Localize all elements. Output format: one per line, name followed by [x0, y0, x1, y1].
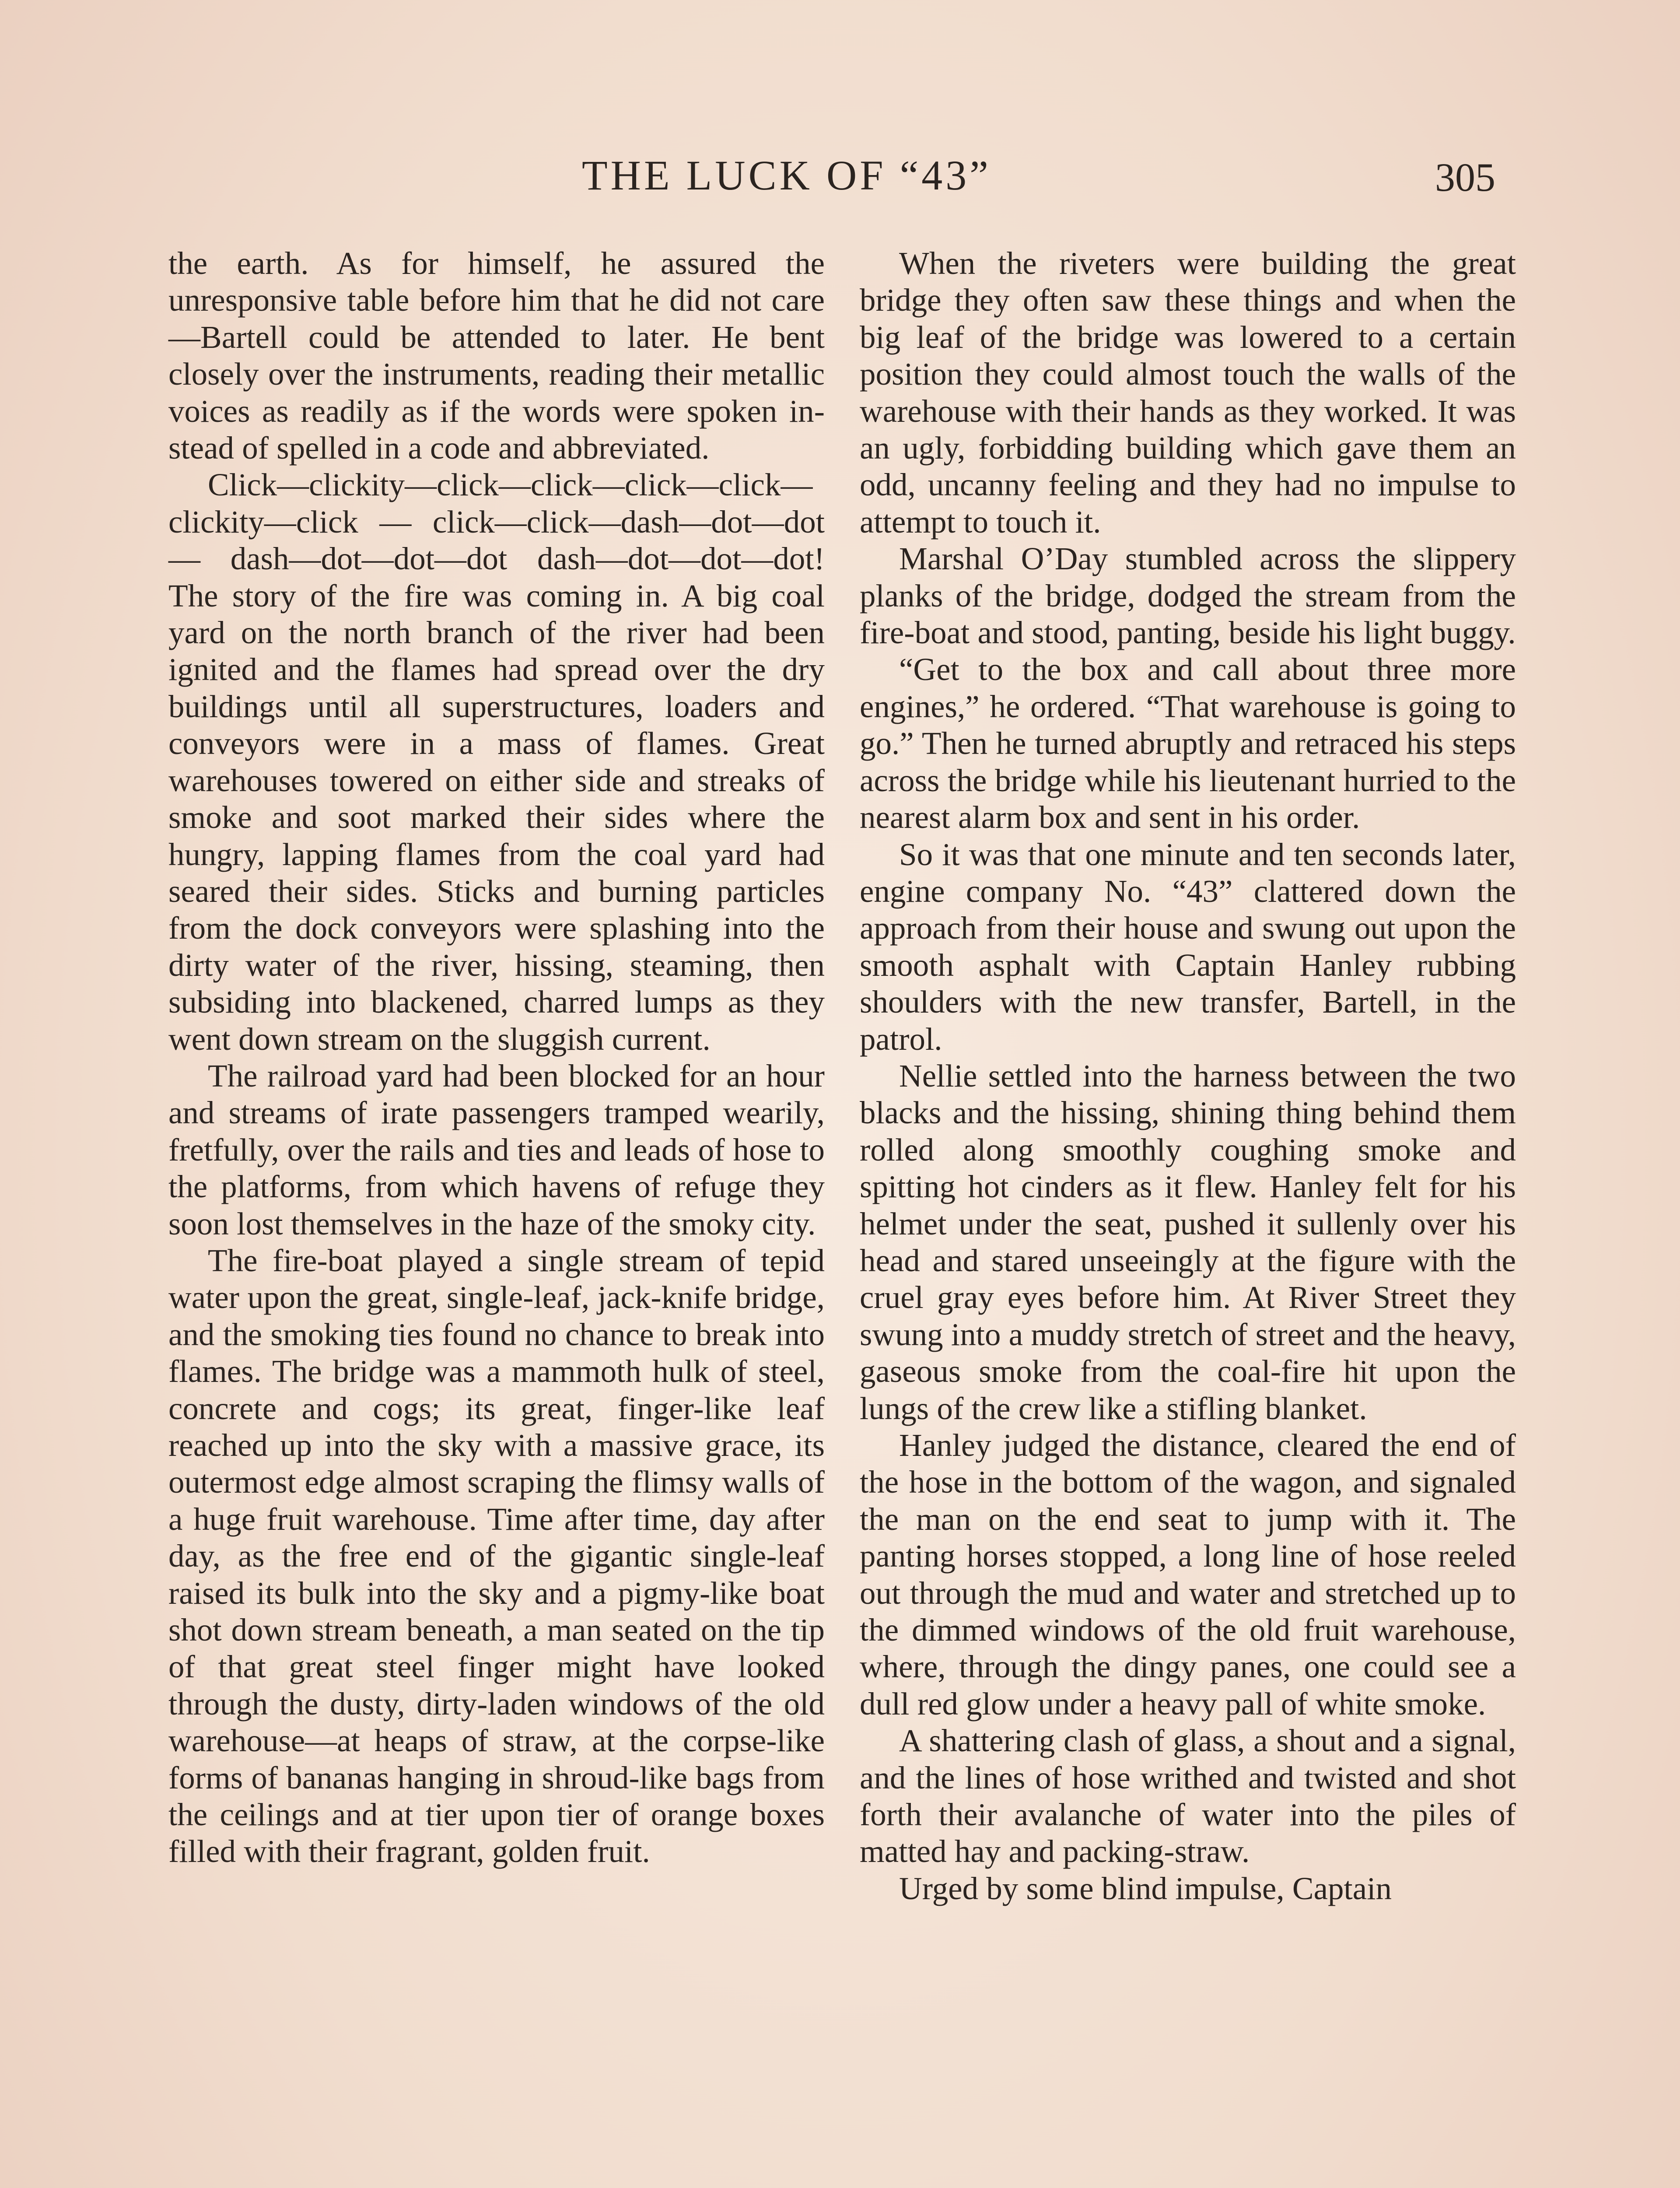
- left-column: [168, 245, 825, 1870]
- paragraph: So it was that one minute and ten seconds later, engine company No. “43” clattered down the approach from their house and swung out upon the smooth asphalt with Captain Hanley rubbing shoulders with the new transfer, Bartell, in the patrol.: [860, 836, 1516, 1057]
- paragraph: When the riveters were building the great bridge they often saw these things and when the big leaf of the bridge was lowered to a certain position they could almost touch the walls of the warehouse with their hands as they worked. It was an ugly, forbidding building which gave them an odd, uncanny feeling and they had no impulse to attempt to touch it.: [860, 245, 1516, 540]
- paragraph: Nellie settled into the harness between the two blacks and the hissing, shining thing behind them rolled along smoothly coughing smoke and spitting hot cinders as it flew. Hanley felt for his helmet under the seat, pushed it sullenly over his head and stared unseeingly at the figure with the cruel gray eyes before him. At River Street they swung into a muddy stretch of street and the heavy, gaseous smoke from the coal-fire hit upon the lungs of the crew like a stifling blanket.: [860, 1058, 1516, 1426]
- running-title: THE LUCK OF “43”: [582, 152, 991, 199]
- paragraph: “Get to the box and call about three more engines,” he ordered. “That warehouse is going to go.” Then he turned abruptly and retraced his steps across the bridge while his lieutenant hurried to the nearest alarm box and sent in his order.: [860, 652, 1516, 835]
- paragraph: Click—clickity—click—click—click—click—clickity—click — click—click—dash—dot—dot— dash—dot—dot—dot dash—dot—dot—dot! The story of the fire was coming in. A big coal yard on the north branch of the river had been ignited and the flames had spread over the dry buildings until all superstructures, loaders and conveyors were in a mass of flames. Great warehouses towered on either side and streaks of smoke and soot marked their sides where the hungry, lapping flames from the coal yard had seared their sides. Sticks and burning particles from the dock conveyors were splashing into the dirty water of the river, hissing, steaming, then subsiding into blackened, charred lumps as they went down stream on the sluggish current.: [168, 467, 825, 1057]
- paragraph: Marshal O’Day stumbled across the slippery planks of the bridge, dodged the stream from the fire-boat and stood, panting, beside his light buggy.: [860, 541, 1516, 651]
- paragraph: the earth. As for himself, he assured the unresponsive table before him that he did not care—Bartell could be attended to later. He bent closely over the instruments, reading their metallic voices as readily as if the words were spoken instead of spelled in a code and abbreviated.: [168, 245, 825, 466]
- page-number: 305: [1435, 155, 1495, 200]
- paragraph: Hanley judged the distance, cleared the end of the hose in the bottom of the wagon, and signaled the man on the end seat to jump with it. The panting horses stopped, a long line of hose reeled out through the mud and water and stretched up to the dimmed windows of the old fruit warehouse, where, through the dingy panes, one could see a dull red glow under a heavy pall of white smoke.: [860, 1427, 1516, 1722]
- paragraph: The fire-boat played a single stream of tepid water upon the great, single-leaf, jack-knife bridge, and the smoking ties found no chance to break into flames. The bridge was a mammoth hulk of steel, concrete and cogs; its great, finger-like leaf reached up into the sky with a massive grace, its outermost edge almost scraping the flimsy walls of a huge fruit warehouse. Time after time, day after day, as the free end of the gigantic single-leaf raised its bulk into the sky and a pigmy-like boat shot down stream beneath, a man seated on the tip of that great steel finger might have looked through the dusty, dirty-laden windows of the old warehouse—at heaps of straw, at the corpse-like forms of bananas hanging in shroud-like bags from the ceilings and at tier upon tier of orange boxes filled with their fragrant, golden fruit.: [168, 1242, 825, 1869]
- paragraph: A shattering clash of glass, a shout and a signal, and the lines of hose writhed and twisted and shot forth their avalanche of water into the piles of matted hay and packing-straw.: [860, 1723, 1516, 1869]
- paragraph: Urged by some blind impulse, Captain: [899, 1870, 1392, 1906]
- right-column: [860, 245, 1516, 1907]
- paragraph: The railroad yard had been blocked for an hour and streams of irate passengers tramped wearily, fretfully, over the rails and ties and leads of hose to the platforms, from which havens of refuge they soon lost themselves in the haze of the smoky city.: [168, 1058, 825, 1241]
